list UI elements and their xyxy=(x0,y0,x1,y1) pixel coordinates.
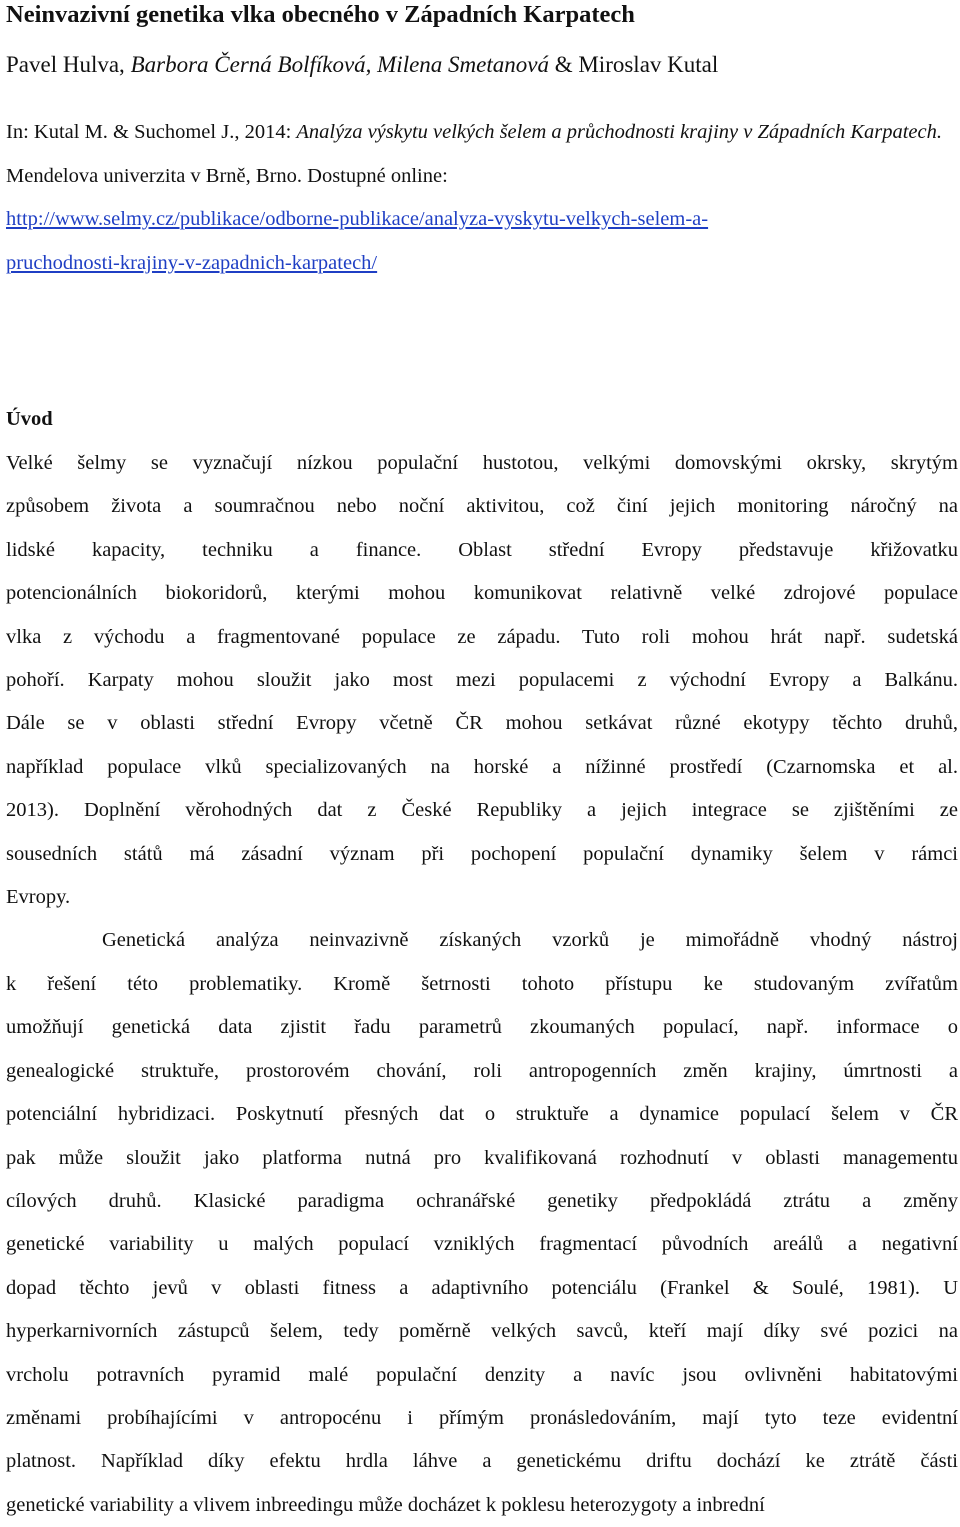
text-line: umožňují genetická data zjistit řadu parametrů zkoumaných populací, např. informace o xyxy=(6,1016,958,1039)
paragraph-2 xyxy=(6,919,958,1527)
citation-line-1 xyxy=(6,111,958,198)
text-line: platnost. Například díky efektu hrdla láhve a genetickému driftu dochází ke ztrátě části xyxy=(6,1450,958,1473)
author-first: Pavel Hulva, xyxy=(6,52,125,77)
text-line: potenciální hybridizaci. Poskytnutí přesných dat o struktuře a dynamice populací šelem v ČR xyxy=(6,1103,958,1126)
text-line: k řešení této problematiky. Kromě šetrnosti tohoto přístupu ke studovaným zvířatům xyxy=(6,972,958,995)
author-list xyxy=(6,50,718,80)
text-line: pak může sloužit jako platforma nutná pro kvalifikovaná rozhodnutí v oblasti managementu xyxy=(6,1146,958,1169)
citation-source xyxy=(6,111,958,285)
text-line: genealogické struktuře, prostorovém chování, roli antropogenních změn krajiny, úmrtnosti a xyxy=(6,1059,958,1082)
source-url-link[interactable] xyxy=(6,198,958,285)
text-line: způsobem života a soumračnou nebo noční aktivitou, což činí jejich monitoring náročný na xyxy=(6,495,958,518)
body-text xyxy=(6,442,958,1527)
text-line: genetické variability u malých populací vzniklých fragmentací původních areálů a negativní xyxy=(6,1233,958,1256)
text-line: dopad těchto jevů v oblasti fitness a adaptivního potenciálu (Frankel & Soulé, 1981). U xyxy=(6,1276,958,1299)
text-line: vlka z východu a fragmentované populace ze západu. Tuto roli mohou hrát např. sudetská xyxy=(6,625,958,648)
book-title: Analýza výskytu velkých šelem a průchodnosti krajiny v Západních Karpatech. xyxy=(296,121,942,143)
text-line: Dále se v oblasti střední Evropy včetně ČR mohou setkávat různé ekotypy těchto druhů, xyxy=(6,712,958,735)
text-line: cílových druhů. Klasické paradigma ochranářské genetiky předpokládá ztrátu a změny xyxy=(6,1189,958,1212)
text-line: Velké šelmy se vyznačují nízkou populační hustotou, velkými domovskými okrsky, skrytým xyxy=(6,452,958,474)
text-line: potencionálních biokoridorů, kterými mohou komunikovat relativně velké zdrojové populace xyxy=(6,582,958,605)
text-line: Evropy. xyxy=(6,886,71,909)
text-line: vrcholu potravních pyramid malé populační denzity a navíc jsou ovlivněni habitatovými xyxy=(6,1363,958,1386)
authors-italic: Barbora Černá Bolfíková, Milena Smetanová xyxy=(130,52,549,77)
text-line: 2013). Doplnění věrohodných dat z České Republiky a jejich integrace se zjištěními ze xyxy=(6,799,958,822)
author-last: & Miroslav Kutal xyxy=(554,52,719,77)
document-title: Neinvazivní genetika vlka obecného v Západních Karpatech xyxy=(6,1,635,28)
url-line-1: http://www.selmy.cz/publikace/odborne-publikace/analyza-vyskytu-velkych-selem-a- xyxy=(6,208,709,230)
text-line: genetické variability a vlivem inbreedingu může docházet k poklesu heterozygoty a inbrední xyxy=(6,1493,765,1516)
text-line: například populace vlků specializovaných na horské a nížinné prostředí (Czarnomska et al. xyxy=(6,755,958,778)
text-line: pohoří. Karpaty mohou sloužit jako most mezi populacemi z východní Evropy a Balkánu. xyxy=(6,669,958,692)
publisher: Mendelova univerzita v Brně, Brno. Dostupné online: xyxy=(6,164,448,187)
text-line: lidské kapacity, techniku a finance. Oblast střední Evropy představuje křižovatku xyxy=(6,538,958,561)
citation-prefix: In: Kutal M. & Suchomel J., 2014: xyxy=(6,121,292,143)
text-line: hyperkarnivorních zástupců šelem, tedy poměrně velkých savců, kteří mají díky své pozici na xyxy=(6,1320,958,1343)
text-line: sousedních států má zásadní význam při pochopení populační dynamiky šelem v rámci xyxy=(6,842,958,865)
text-line: změnami probíhajícími v antropocénu i přímým pronásledováním, mají tyto teze evidentní xyxy=(6,1406,958,1429)
text-line: Genetická analýza neinvazivně získaných vzorků je mimořádně vhodný nástroj xyxy=(102,929,958,952)
section-heading: Úvod xyxy=(6,408,53,430)
paragraph-1 xyxy=(6,442,958,919)
url-line-2: pruchodnosti-krajiny-v-zapadnich-karpatech/ xyxy=(6,251,378,274)
